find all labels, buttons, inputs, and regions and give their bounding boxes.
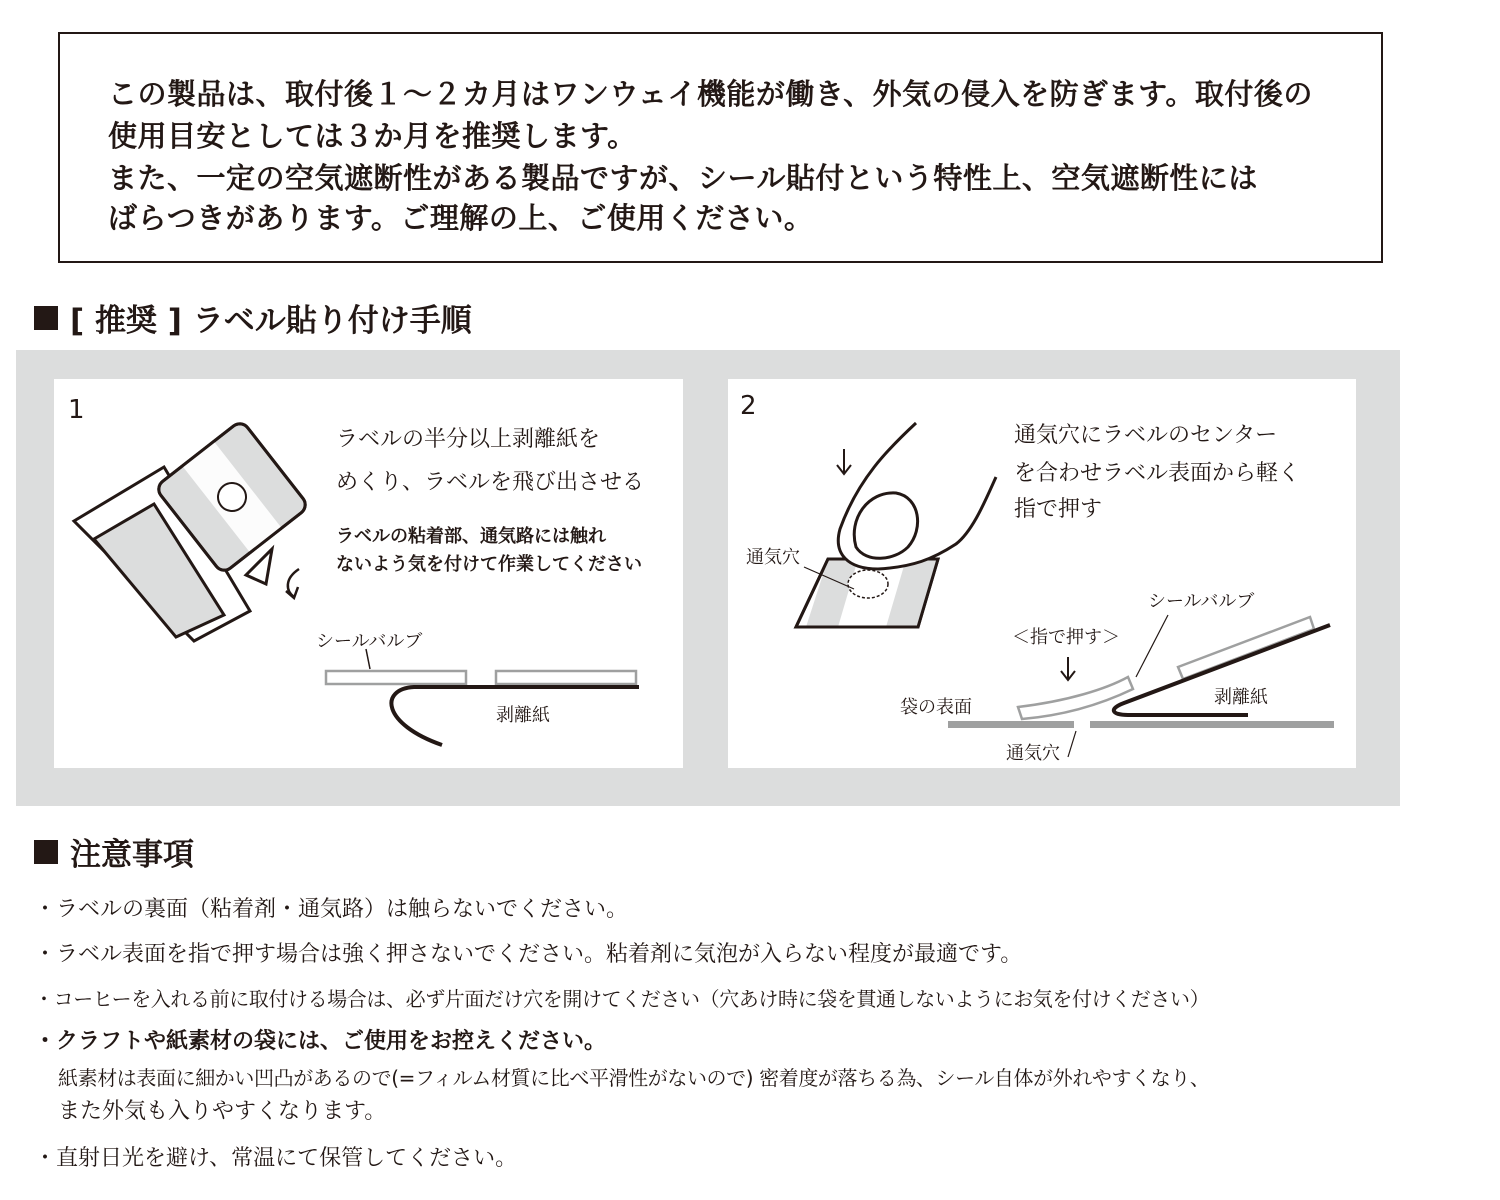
caution-item-4-detail-2: また外気も入りやすくなります。	[58, 1099, 387, 1124]
caution-item-2: ・ラベル表面を指で押す場合は強く押さないでください。粘着剤に気泡が入らない程度が最適です。	[34, 942, 1023, 967]
step-1-card	[54, 379, 683, 768]
bag-surface-right	[1090, 721, 1334, 728]
caution-item-4-detail-1: 紙素材は表面に細かい凹凸があるので(=フィルム材質に比べ平滑性がないので) 密着度が落ちる為、シール自体が外れやすくなり、	[58, 1066, 1210, 1090]
square-bullet-icon	[34, 306, 58, 330]
caution-item-5: ・直射日光を避け、常温にて保管してください。	[34, 1146, 518, 1171]
step-1-seal-valve-label: シールバルブ	[316, 631, 423, 652]
step-1-instruction-2: めくり、ラベルを飛び出させる	[336, 470, 645, 495]
seal-valve-left	[326, 671, 466, 684]
procedure-title: [ 推奨 ] ラベル貼り付け手順	[70, 303, 472, 339]
notice-line-2: 使用目安としては３か月を推奨します。	[108, 119, 637, 153]
seal-valve-lifted	[1178, 617, 1314, 679]
step-2-release-paper-label: 剥離紙	[1214, 687, 1268, 708]
notice-line-4: ばらつきがあります。ご理解の上、ご使用ください。	[108, 201, 814, 235]
bag-surface-left	[948, 721, 1074, 728]
step-1-number: 1	[68, 395, 85, 425]
step-2-vent-hole-label: 通気穴	[746, 547, 800, 568]
step-2-number: 2	[740, 391, 757, 421]
notice-line-3: また、一定の空気遮断性がある製品ですが、シール貼付という特性上、空気遮断性には	[108, 161, 1258, 195]
step-2-instruction-2: を合わせラベル表面から軽く	[1014, 461, 1301, 486]
caution-item-1: ・ラベルの裏面（粘着剤・通気路）は触らないでください。	[34, 897, 629, 922]
cautions-heading	[34, 829, 194, 874]
seal-valve-right	[496, 671, 636, 684]
vent-hole-dots	[848, 570, 888, 598]
cautions-title: 注意事項	[70, 837, 194, 873]
step-1-warning-1: ラベルの粘着部、通気路には触れ	[336, 526, 606, 547]
square-bullet-icon	[34, 840, 58, 864]
step-1-release-paper-label: 剥離紙	[496, 705, 550, 726]
step-2-instruction-1: 通気穴にラベルのセンター	[1014, 423, 1278, 448]
step-2-vent-hole-bottom-label: 通気穴	[1006, 743, 1060, 764]
step-2-seal-valve-label: シールバルブ	[1148, 591, 1255, 612]
notice-line-1: この製品は、取付後１〜２カ月はワンウェイ機能が働き、外気の侵入を防ぎます。取付後の	[108, 77, 1313, 111]
procedure-heading	[34, 295, 472, 340]
step-2-press-label: ＜指で押す＞	[1012, 627, 1120, 648]
notice-box	[58, 32, 1383, 263]
step-2-instruction-3: 指で押す	[1014, 497, 1103, 522]
step-1-warning-2: ないよう気を付けて作業してください	[336, 554, 642, 575]
step-2-card	[728, 379, 1356, 768]
step-2-bag-surface-label: 袋の表面	[900, 697, 972, 718]
caution-item-4: ・クラフトや紙素材の袋には、ご使用をお控えください。	[34, 1029, 607, 1054]
step-1-instruction-1: ラベルの半分以上剥離紙を	[336, 427, 601, 452]
caution-item-3: ・コーヒーを入れる前に取付ける場合は、必ず片面だけ穴を開けてください（穴あけ時に袋を貫通しないようにお気を付けください）	[34, 987, 1210, 1011]
